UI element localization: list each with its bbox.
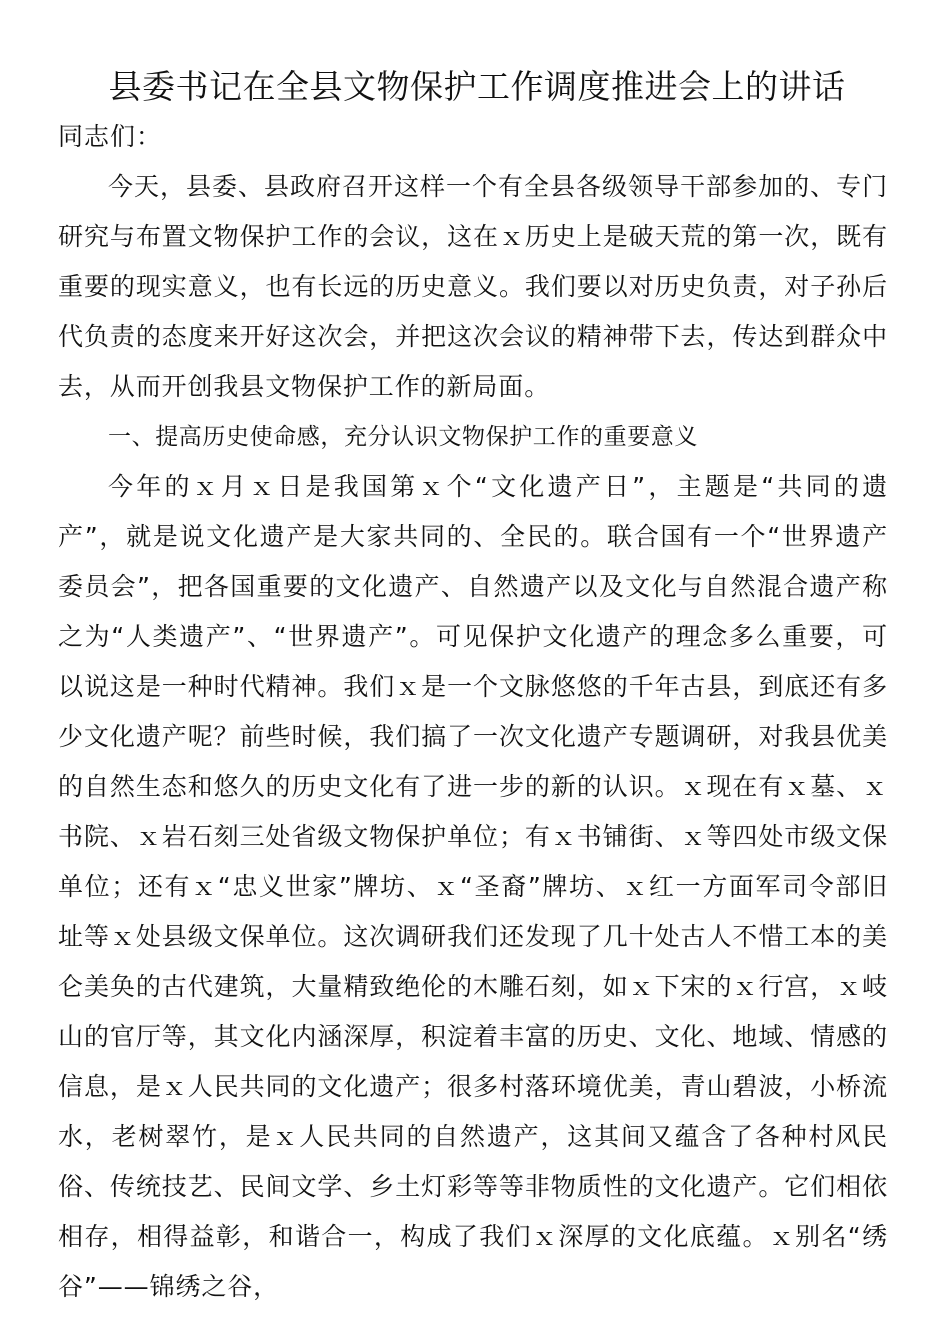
paragraph-section-one: 今年的ｘ月ｘ日是我国第ｘ个“文化遗产日”，主题是“共同的遗产”，就是说文化遗产是大家共同的、全民的。联合国有一个“世界遗产委员会”，把各国重要的文化遗产、自然遗产以及文化与自然混合遗产称之为“人类遗产”、“世界遗产”。可见保护文化遗产的理念多么重要，可以说这是一种时代精神。我们ｘ是一个文脉悠悠的千年古县，到底还有多少文化遗产呢？前些时候，我们搞了一次文化遗产专题调研，对我县优美的自然生态和悠久的历史文化有了进一步的新的认识。ｘ现在有ｘ墓、ｘ书院、ｘ岩石刻三处省级文物保护单位；有ｘ书铺街、ｘ等四处市级文保单位；还有ｘ“忠义世家”牌坊、ｘ“圣裔”牌坊、ｘ红一方面军司令部旧址等ｘ处县级文保单位。这次调研我们还发现了几十处古人不惜工本的美仑美奂的古代建筑，大量精致绝伦的木雕石刻，如ｘ下宋的ｘ行宫，ｘ岐山的官厅等，其文化内涵深厚，积淀着丰富的历史、文化、地域、情感的信息，是ｘ人民共同的文化遗产；很多村落环境优美，青山碧波，小桥流水，老树翠竹，是ｘ人民共同的自然遗产，这其间又蕴含了各种村风民俗、传统技艺、民间文学、乡土灯彩等等非物质性的文化遗产。它们相依相存，相得益彰，和谐合一，构成了我们ｘ深厚的文化底蕴。ｘ别名“绣谷”——锦绣之谷， [58,472,888,1301]
paragraph-intro: 今天，县委、县政府召开这样一个有全县各级领导干部参加的、专门研究与布置文物保护工作的会议，这在ｘ历史上是破天荒的第一次，既有重要的现实意义，也有长远的历史意义。我们要以对历史负责，对子孙后代负责的态度来开好这次会，并把这次会议的精神带下去，传达到群众中去，从而开创我县文物保护工作的新局面。 [58,172,888,401]
salutation: 同志们： [58,122,163,151]
section-heading: 一、提高历史使命感，充分认识文物保护工作的重要意义 [108,424,698,450]
document-title: 县委书记在全县文物保护工作调度推进会上的讲话 [108,67,846,106]
